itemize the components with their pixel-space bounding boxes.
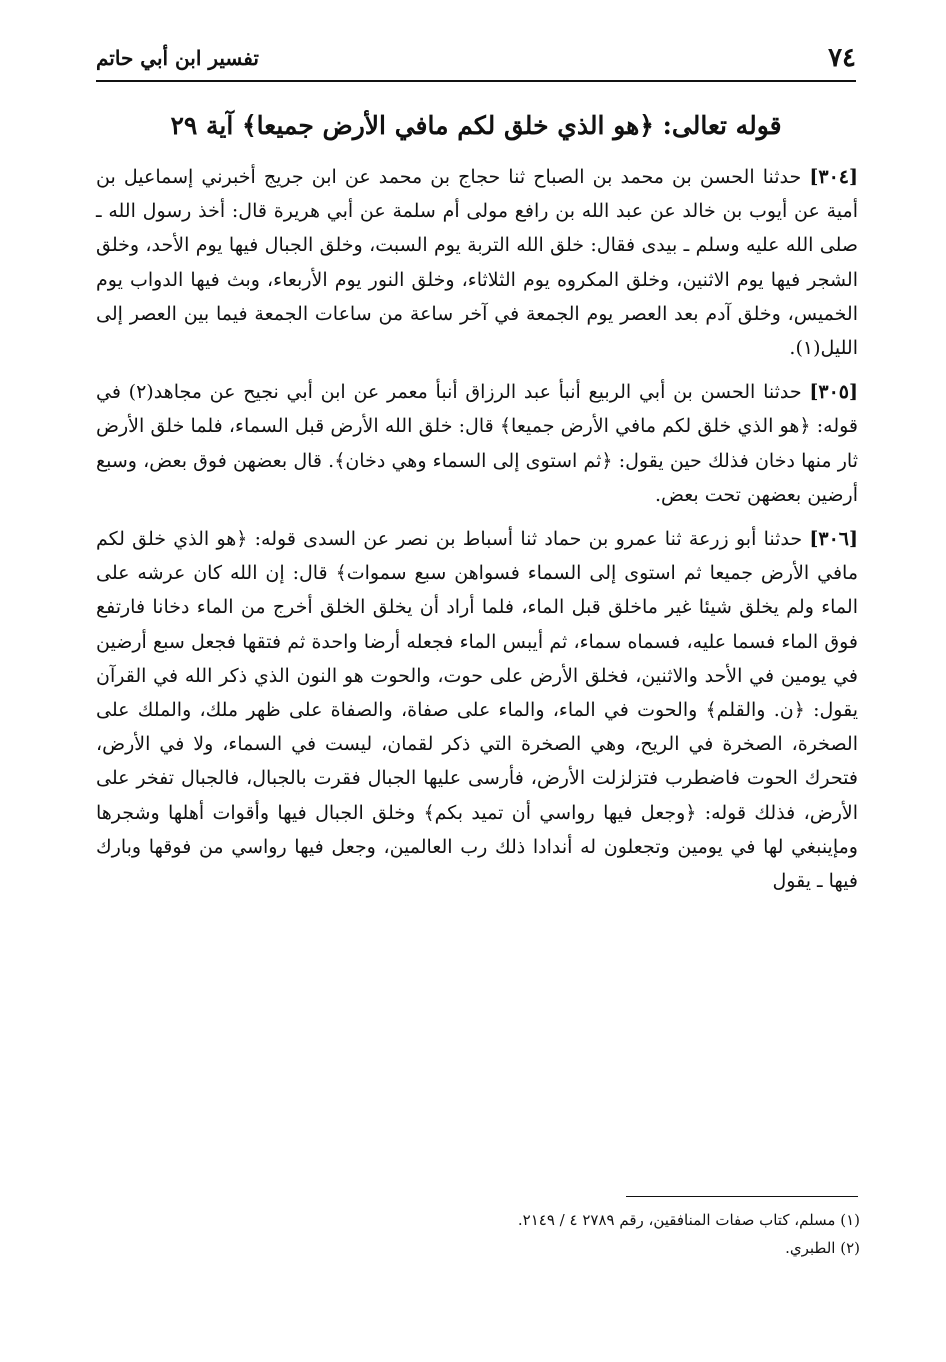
entry-text: حدثنا الحسن بن محمد بن الصباح ثنا حجاج بن محمد عن ابن جريج أخبرني إسماعيل بن أمية عن أيوب بن خالد عن عبد الله بن رافع مولى أم سلمة عن أبي هريرة قال: أخذ رسول الله ـ صلى الله عليه وسلم ـ بيدى فقال: خلق الله التربة يوم السبت، وخلق الجبال فيها يوم الأحد، وخلق الشجر فيها يوم الاثنين، وخلق المكروه يوم الثلاثاء، وخلق النور يوم الأربعاء، وبث فيها الدواب يوم الخميس، وخلق آدم بعد العصر يوم الجمعة في آخر ساعة من ساعات الجمعة فيما بين العصر إلى الليل(١).	[96, 166, 859, 360]
narration-entry-305	[96, 375, 858, 512]
entry-number: [٣٠٥]	[809, 381, 858, 404]
entry-text: حدثنا الحسن بن أبي الربيع أنبأ عبد الرزاق أنبأ معمر عن ابن أبي نجيح عن مجاهد(٢) في قوله: ﴿هو الذي خلق لكم مافي الأرض جميعا﴾ قال: خلق الله الأرض قبل السماء، فلما خلق الأرض ثار منها دخان فذلك حين يقول: ﴿ثم استوى إلى السماء وهي دخان﴾. قال بعضهن فوق بعض، وسبع أرضين بعضهن تحت بعض.	[96, 381, 858, 506]
book-title: تفسير ابن أبي حاتم	[96, 46, 259, 70]
verse-heading: قوله تعالى: ﴿هو الذي خلق لكم مافي الأرض جميعا﴾ آية ٢٩	[170, 111, 782, 140]
footnote-divider	[626, 1196, 858, 1197]
entry-text: حدثنا أبو زرعة ثنا عمرو بن حماد ثنا أسباط بن نصر عن السدى قوله: ﴿هو الذي خلق لكم مافي الأرض جميعا ثم استوى إلى السماء فسواهن سبع سموات﴾ قال: إن الله كان عرشه على الماء ولم يخلق شيئا غير ماخلق قبل الماء، فلما أراد أن يخلق الخلق أخرج من الماء دخانا فارتفع فوق الماء فسما عليه، فسماه سماء، ثم أيبس الماء فجعله أرضا واحدة ثم فتقها فجعل سبع أرضين في يومين في الأحد والاثنين، فخلق الأرض على حوت، والحوت هو النون الذي ذكر الله في القرآن يقول: ﴿ن. والقلم﴾ والحوت في الماء، والماء على صفاة، والصفاة على ظهر ملك، والملك على الصخرة، الصخرة في الريح، وهي الصخرة التي ذكر لقمان، ليست في السماء، ولا في الأرض، فتحرك الحوت فاضطرب فتزلزلت الأرض، فأرسى عليها الجبال فقرت بالجبال، فالجبال تفخر على الأرض، فذلك قوله: ﴿وجعل فيها رواسي أن تميد بكم﴾ وخلق الجبال فيها وأقوات أهلها وشجرها ومإينبغي لها في يومين وتجعلون له أندادا ذلك رب العالمين، وجعل فيها رواسي من فوقها وبارك فيها ـ يقول	[96, 528, 858, 893]
running-header	[96, 38, 856, 78]
narration-entry-306	[96, 522, 858, 898]
page-number: ٧٤	[828, 43, 856, 73]
commentary-body	[96, 160, 858, 908]
header-divider	[96, 80, 856, 82]
entry-number: [٣٠٦]	[809, 528, 858, 551]
footnotes	[96, 1206, 860, 1262]
entry-number: [٣٠٤]	[809, 166, 858, 188]
footnote-2: (٢) الطبري.	[785, 1239, 860, 1257]
narration-entry-304	[96, 160, 858, 365]
footnote-1: (١) مسلم، كتاب صفات المنافقين، رقم ٢٧٨٩ ٤ / ٢١٤٩.	[517, 1211, 860, 1229]
